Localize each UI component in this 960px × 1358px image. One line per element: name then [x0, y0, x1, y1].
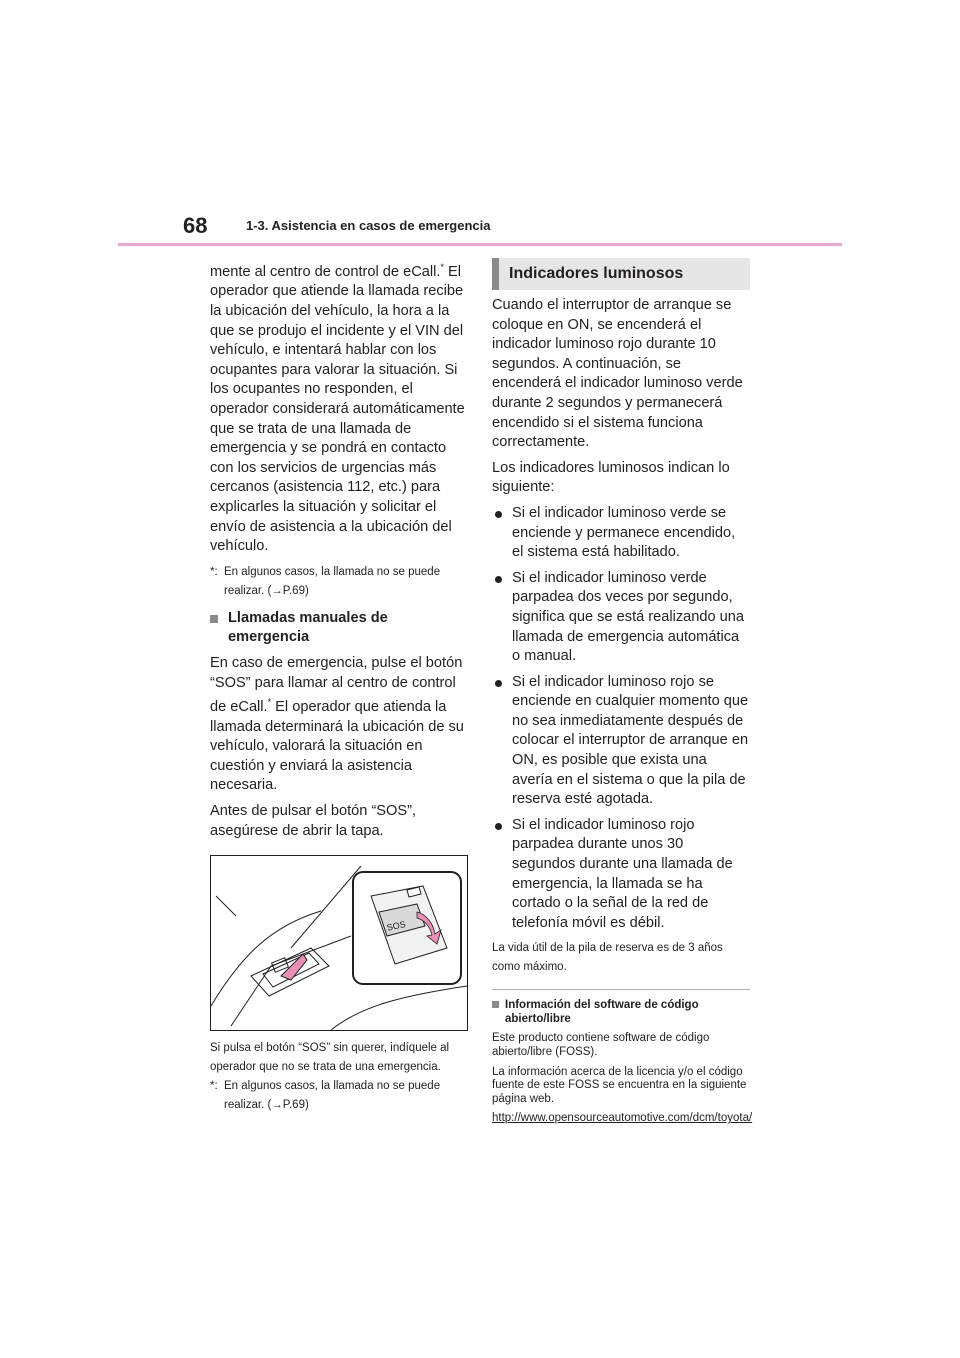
intro-text-cont: El operador que atiende la llamada recibe la ubicación del vehículo, la hora a la que se produjo el incidente y el VIN del vehículo, e intentará hablar con los ocupantes para valorar la situación. Si los ocupantes no responden, el operador considerará automáticamente que se trata de una llamada de emergencia y se pondrá en contacto con los servicios de urgencias más cercanos (asistencia 112, etc.) para explicarles la situación y solicitar el envío de asistencia a la ubicación del vehículo.: [210, 263, 465, 555]
sos-label: SOS: [385, 919, 407, 933]
manual-call-text: En caso de emergencia, pulse el botón “SOS” para llamar al centro de control de eCall.: [210, 654, 463, 715]
footnote: [210, 1077, 468, 1115]
footnote-mark: *:: [210, 565, 218, 578]
list-item-text: Si el indicador luminoso verde parpadea dos veces por segundo, significa que se está realizando una llamada de emergencia automática o manual.: [512, 569, 745, 665]
bullet-icon: [495, 576, 502, 583]
bullet-icon: [495, 823, 502, 830]
footnote-mark: *:: [210, 1080, 218, 1093]
bullet-icon: [495, 511, 502, 518]
list-item: [492, 569, 750, 667]
intro-text: mente al centro de control de eCall.: [210, 263, 441, 280]
inset-box: [353, 872, 461, 984]
divider: [492, 989, 750, 990]
subheading: [210, 609, 468, 648]
info-heading-text: Información del software de código abierto/libre: [505, 999, 699, 1026]
subheading-text: Llamadas manuales de emergencia: [228, 609, 388, 646]
indicator-paragraph: Cuando el interruptor de arranque se coloque en ON, se encenderá el indicador luminoso rojo durante 10 segundos. A continuación, se encenderá el indicador luminoso verde durante 2 segundos y permanecerá encendido si el sistema funciona correctamente.: [492, 297, 743, 451]
list-item-text: Si el indicador luminoso verde se enciende y permanece encendido, el sistema está habilitado.: [512, 504, 736, 561]
battery-note: La vida útil de la pila de reserva es de 3 años como máximo.: [492, 942, 723, 974]
overhead-console-illustration: [211, 856, 467, 1030]
intro-paragraph: [210, 258, 468, 557]
footnote-marker: *: [440, 262, 444, 272]
list-item-text: Si el indicador luminoso rojo se enciende en cualquier momento que no sea inmediatamente después de colocar el interruptor de arranque en ON, es posible que exista una avería en el sistema o que la pila de reserva esté agotada.: [512, 673, 749, 808]
figure-caption: Si pulsa el botón “SOS” sin querer, indíquele al operador que no se trata de una emergencia.: [210, 1042, 450, 1074]
heading-accent: [492, 258, 499, 290]
header-rule: [118, 243, 842, 246]
foss-link[interactable]: http://www.opensourceautomotive.com/dcm/toyota/: [492, 1112, 753, 1125]
list-item: [492, 504, 750, 563]
list-item: [492, 816, 750, 934]
section-heading-bar: [492, 258, 750, 290]
bullet-icon: [495, 680, 502, 687]
info-paragraph: La información acerca de la licencia y/o el código fuente de este FOSS se encuentra en la siguiente página web.: [492, 1065, 747, 1105]
footnote-text: En algunos casos, la llamada no se puede realizar. (→P.69): [224, 1080, 441, 1112]
manual-call-text-cont: El operador que atienda la llamada determinará la ubicación de su vehículo, valorará la situación en cuestión y enviará la asistencia necesaria.: [210, 699, 464, 794]
indicator-list: [492, 504, 750, 933]
list-item-text: Si el indicador luminoso rojo parpadea durante unos 30 segundos durante una llamada de emergencia, la llamada se ha cortado o la señal de la red de telefonía móvil es débil.: [512, 816, 733, 931]
info-heading: [492, 998, 750, 1026]
info-paragraph: Este producto contiene software de código abierto/libre (FOSS).: [492, 1032, 710, 1058]
footnote-marker: *: [267, 697, 272, 708]
square-bullet-icon: [492, 1001, 499, 1008]
sos-button-figure: [210, 855, 468, 1031]
section-title: 1-3. Asistencia en casos de emergencia: [246, 218, 491, 233]
page-number: 68: [183, 213, 208, 238]
section-heading: Indicadores luminosos: [509, 265, 684, 283]
indicator-intro: Los indicadores luminosos indican lo siguiente:: [492, 459, 730, 496]
footnote-text: En algunos casos, la llamada no se puede realizar. (→P.69): [224, 565, 441, 597]
right-column: [492, 258, 753, 1132]
footnote: [210, 563, 468, 601]
left-column: [210, 258, 468, 1123]
manual-call-paragraph: [210, 654, 468, 796]
square-bullet-icon: [210, 615, 218, 623]
cover-paragraph: Antes de pulsar el botón “SOS”, asegúrese de abrir la tapa.: [210, 802, 417, 839]
list-item: [492, 673, 750, 810]
